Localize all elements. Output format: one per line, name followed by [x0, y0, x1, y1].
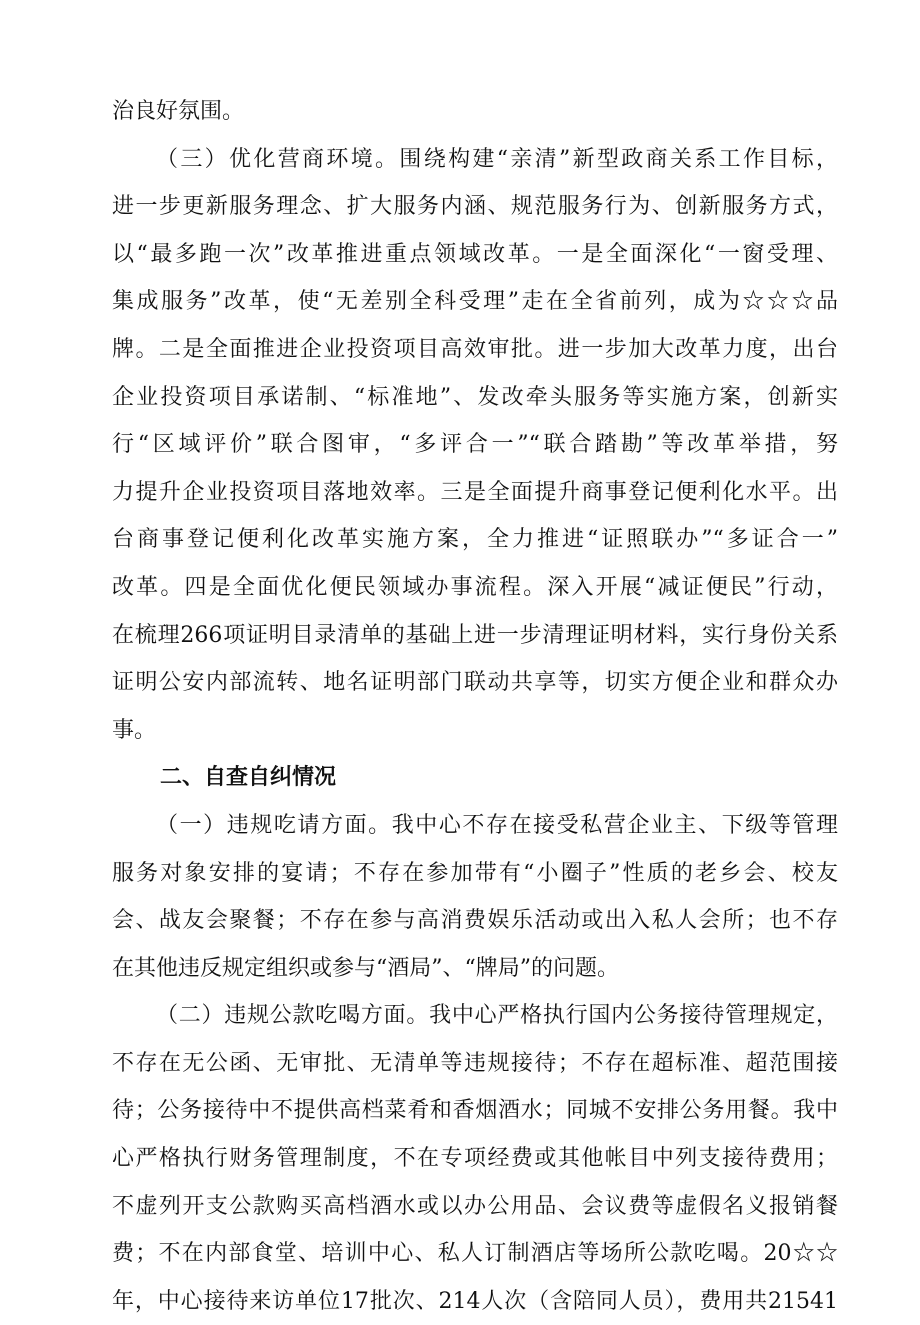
paragraph-business-environment	[112, 136, 838, 755]
text-line: 事。	[112, 717, 157, 743]
text-line: 不虚列开支公款购买高档酒水或以办公用品、会议费等虚假名义报销餐	[112, 1193, 838, 1219]
text-line: （一）违规吃请方面。我中心不存在接受私营企业主、下级等管理	[156, 812, 838, 838]
text-line: 在其他违反规定组织或参与“酒局”、“牌局”的问题。	[112, 955, 619, 981]
text-line: 在梳理266项证明目录清单的基础上进一步清理证明材料，实行身份关系	[112, 622, 838, 648]
section-heading-text: 二、自查自纠情况	[160, 765, 337, 791]
text-line: 费；不在内部食堂、培训中心、私人订制酒店等场所公款吃喝。20☆☆	[112, 1241, 838, 1267]
text-line: 行“区域评价”联合图审，“多评合一”“联合踏勘”等改革举措，努	[112, 432, 838, 458]
text-line: 以“最多跑一次”改革推进重点领域改革。一是全面深化“一窗受理、	[112, 241, 838, 267]
text-line: 心严格执行财务管理制度，不在专项经费或其他帐目中列支接待费用；	[112, 1146, 838, 1172]
text-line: 牌。二是全面推进企业投资项目高效审批。进一步加大改革力度，出台	[112, 336, 838, 362]
text-line: 会、战友会聚餐；不存在参与高消费娱乐活动或出入私人会所；也不存	[112, 908, 838, 934]
text-line: 改革。四是全面优化便民领域办事流程。深入开展“减证便民”行动，	[112, 574, 838, 600]
text-line: 治良好氛围。	[112, 99, 245, 124]
text-line: 进一步更新服务理念、扩大服务内涵、规范服务行为、创新服务方式，	[112, 194, 838, 220]
paragraph-improper-banquets	[112, 802, 838, 992]
text-line: 不存在无公函、无审批、无清单等违规接待；不存在超标准、超范围接	[112, 1050, 838, 1076]
text-line: 企业投资项目承诺制、“标准地”、发改牵头服务等实施方案，创新实	[112, 384, 838, 410]
text-line: 台商事登记便利化改革实施方案，全力推进“证照联办”“多证合一”	[112, 527, 838, 553]
text-line: 服务对象安排的宴请；不存在参加带有“小圈子”性质的老乡会、校友	[112, 860, 838, 886]
text-line: 待；公务接待中不提供高档菜肴和香烟酒水；同城不安排公务用餐。我中	[112, 1098, 838, 1124]
text-line: 证明公安内部流转、地名证明部门联动共享等，切实方便企业和群众办	[112, 670, 838, 696]
text-line: 力提升企业投资项目落地效率。三是全面提升商事登记便利化水平。出	[112, 479, 838, 505]
section-heading	[112, 754, 838, 802]
text-line: 集成服务”改革，使“无差别全科受理”走在全省前列，成为☆☆☆品	[112, 289, 838, 315]
text-line: （三）优化营商环境。围绕构建“亲清”新型政商关系工作目标，	[156, 146, 838, 172]
paragraph-continuation	[112, 88, 838, 136]
paragraph-public-funds-dining	[112, 992, 838, 1325]
text-line: （二）违规公款吃喝方面。我中心严格执行国内公务接待管理规定，	[156, 1003, 838, 1029]
text-line: 年，中心接待来访单位17批次、214人次（含陪同人员），费用共21541	[112, 1288, 838, 1314]
document-body	[112, 88, 838, 1325]
